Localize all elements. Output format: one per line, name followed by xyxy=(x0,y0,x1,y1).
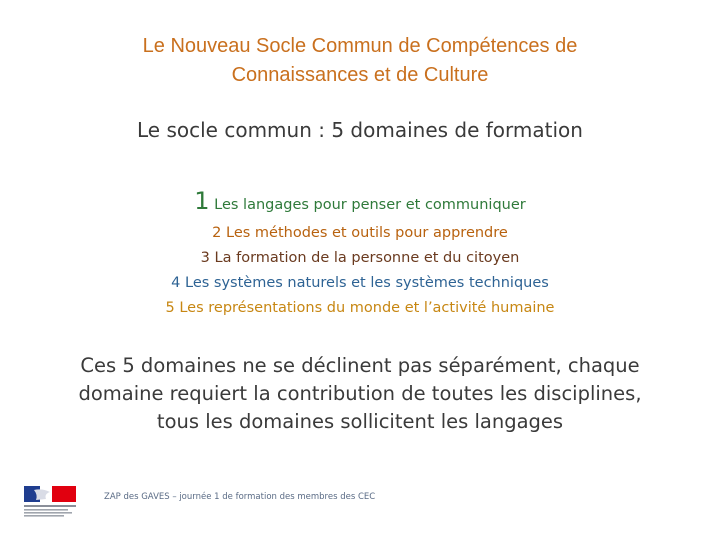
domain-text: Les représentations du monde et l’activité humaine xyxy=(179,300,555,316)
slide-title xyxy=(40,32,680,90)
domain-number: 5 xyxy=(165,300,175,316)
domain-item-5 xyxy=(0,296,720,321)
marianne-logo-icon xyxy=(24,486,76,520)
domain-item-1 xyxy=(0,184,720,222)
domain-item-4 xyxy=(0,271,720,296)
domain-list xyxy=(0,184,720,321)
domain-number: 4 xyxy=(171,275,181,291)
conclusion-text xyxy=(20,352,700,436)
domain-item-2 xyxy=(0,221,720,246)
domain-text: Les systèmes naturels et les systèmes techniques xyxy=(185,275,549,291)
domain-text: La formation de la personne et du citoyen xyxy=(214,250,520,266)
domain-text: Les méthodes et outils pour apprendre xyxy=(226,225,508,241)
slide-subtitle: Le socle commun : 5 domaines de formation xyxy=(137,118,583,142)
domain-number: 1 xyxy=(194,187,210,215)
conclusion-line-3: tous les domaines sollicitent les langages xyxy=(156,410,564,433)
domain-item-3 xyxy=(0,246,720,271)
conclusion-line-2: domaine requiert la contribution de toutes les disciplines, xyxy=(78,382,642,405)
footer-text: ZAP des GAVES – journée 1 de formation des membres des CEC xyxy=(104,492,376,502)
domain-text: Les langages pour penser et communiquer xyxy=(214,197,526,213)
title-line-2: Connaissances et de Culture xyxy=(231,64,489,86)
title-line-1: Le Nouveau Socle Commun de Compétences de xyxy=(142,35,578,57)
domain-number: 3 xyxy=(200,250,210,266)
conclusion-line-1: Ces 5 domaines ne se déclinent pas séparément, chaque xyxy=(80,354,640,377)
domain-number: 2 xyxy=(212,225,222,241)
